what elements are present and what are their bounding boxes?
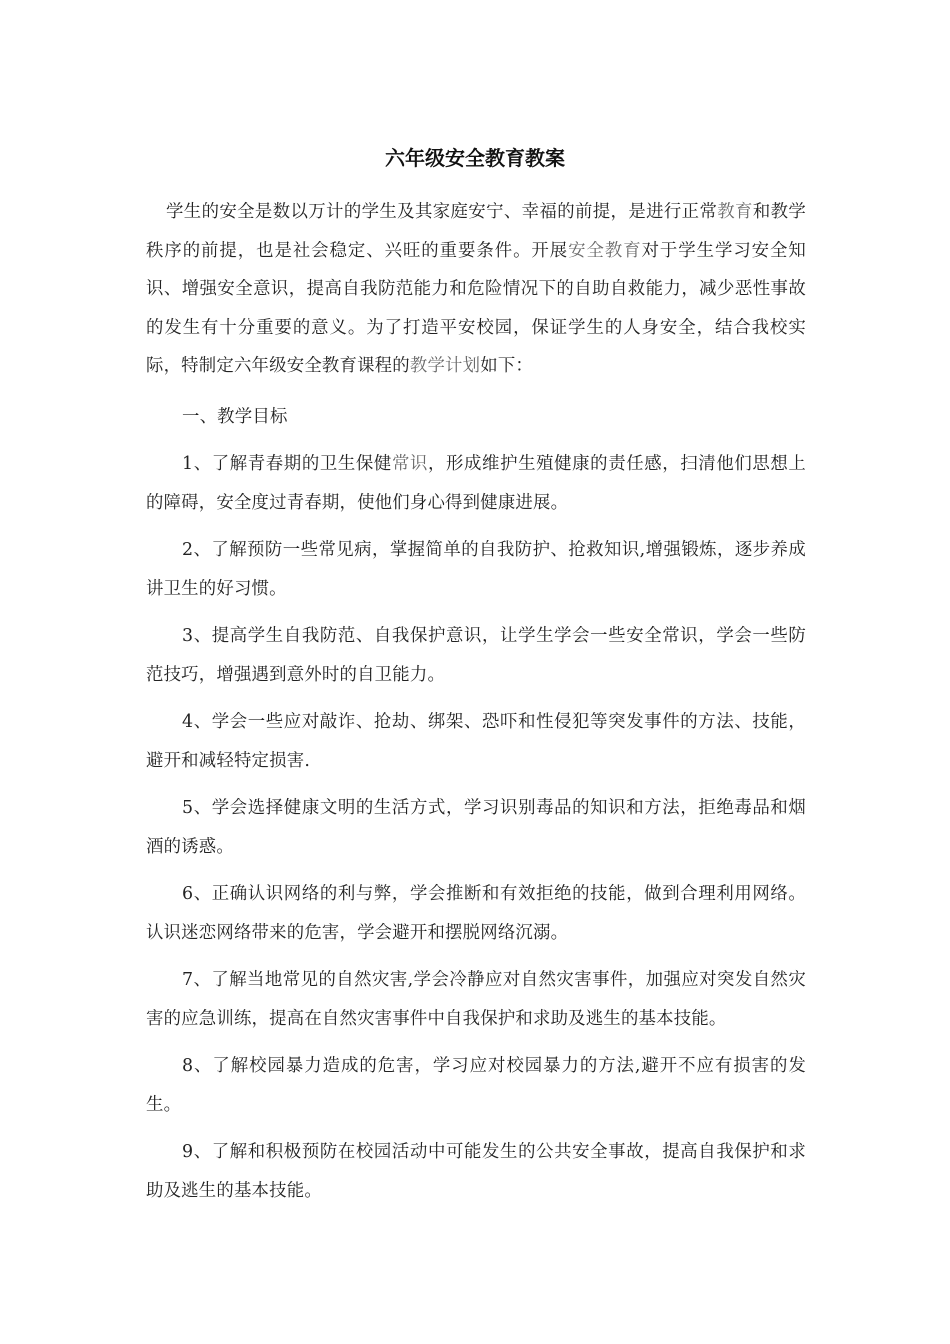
- objective-item: 6、正确认识网络的利与弊，学会推断和有效拒绝的技能，做到合理利用网络。认识迷恋网络带来的危害，学会避开和摆脱网络沉溺。: [146, 884, 806, 943]
- intro-text-3: 对于学生学习安全知识、增强安全意识，提高自我防范能力和危险情况下的自助自救能力，减少恶性事故的发生有十分重要的意义。为了打造平安校园，保证学生的人身安全，结合我校实际，特制定六年级安全教育课程的: [146, 240, 806, 376]
- objective-1-text-a: 1、了解青春期的卫生保健: [182, 454, 392, 474]
- intro-paragraph: [146, 193, 806, 386]
- link-safety-education[interactable]: 安全教育: [568, 240, 642, 261]
- document-body: [146, 193, 806, 1210]
- link-common-knowledge[interactable]: 常识: [391, 454, 428, 474]
- objective-item: 5、学会选择健康文明的生活方式，学习识别毒品的知识和方法，拒绝毒品和烟酒的诱惑。: [146, 798, 806, 857]
- objective-item: [146, 445, 806, 522]
- section-heading: 一、教学目标: [182, 406, 288, 427]
- objective-item: 4、学会一些应对敲诈、抢劫、绑架、恐吓和性侵犯等突发事件的方法、技能，避开和减轻特定损害.: [146, 712, 806, 771]
- intro-text-4: 如下：: [480, 356, 534, 376]
- document-title: 六年级安全教育教案: [385, 146, 565, 170]
- intro-text-2: 和教学秩序的前提，也是社会稳定、兴旺的重要条件。开展: [146, 202, 806, 261]
- objective-item: 8、了解校园暴力造成的危害，学习应对校园暴力的方法,避开不应有损害的发生。: [146, 1056, 806, 1115]
- objective-item: 9、了解和积极预防在校园活动中可能发生的公共安全事故，提高自我保护和求助及逃生的基本技能。: [146, 1142, 806, 1201]
- objective-item: 3、提高学生自我防范、自我保护意识，让学生学会一些安全常识，学会一些防范技巧，增强遇到意外时的自卫能力。: [146, 626, 806, 685]
- link-education[interactable]: 教育: [717, 202, 753, 222]
- link-teaching-plan[interactable]: 教学计划: [409, 356, 481, 376]
- objective-item: 2、了解预防一些常见病，掌握简单的自我防护、抢救知识,增强锻炼，逐步养成讲卫生的好习惯。: [146, 540, 806, 599]
- intro-text-1: 学生的安全是数以万计的学生及其家庭安宁、幸福的前提，是进行正常: [166, 202, 718, 222]
- objective-1-text-b: ，形成维护生殖健康的责任感，扫清他们思想上的障碍，安全度过青春期，使他们身心得到健康进展。: [146, 454, 807, 513]
- objective-item: 7、了解当地常见的自然灾害,学会冷静应对自然灾害事件，加强应对突发自然灾害的应急训练，提高在自然灾害事件中自我保护和求助及逃生的基本技能。: [146, 970, 806, 1029]
